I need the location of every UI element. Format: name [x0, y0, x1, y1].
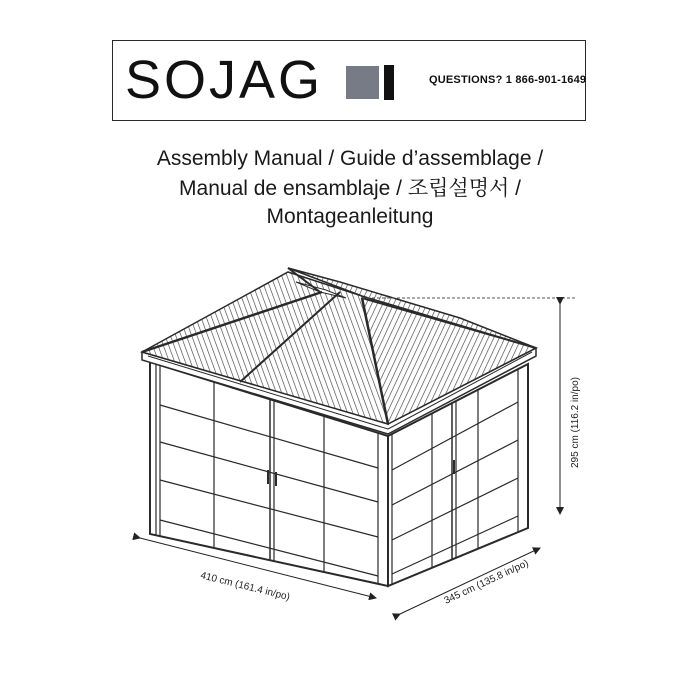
brand-logo-text: SOJAG	[125, 50, 324, 110]
height-dimension-label: 295 cm (116.2 in/po)	[570, 377, 581, 468]
manual-title-line-1: Assembly Manual / Guide d’assemblage /	[156, 147, 544, 170]
support-phone: QUESTIONS? 1 866-901-1649	[429, 74, 587, 86]
width-dimension-label: 410 cm (161.4 in/po)	[199, 570, 291, 604]
manual-title-line-3: Montageanleitung	[266, 205, 434, 228]
manual-title-line-2: Manual de ensamblaje / 조립설명서 /	[179, 177, 521, 200]
depth-dimension-label: 345 cm (135.8 in/po)	[442, 557, 531, 607]
